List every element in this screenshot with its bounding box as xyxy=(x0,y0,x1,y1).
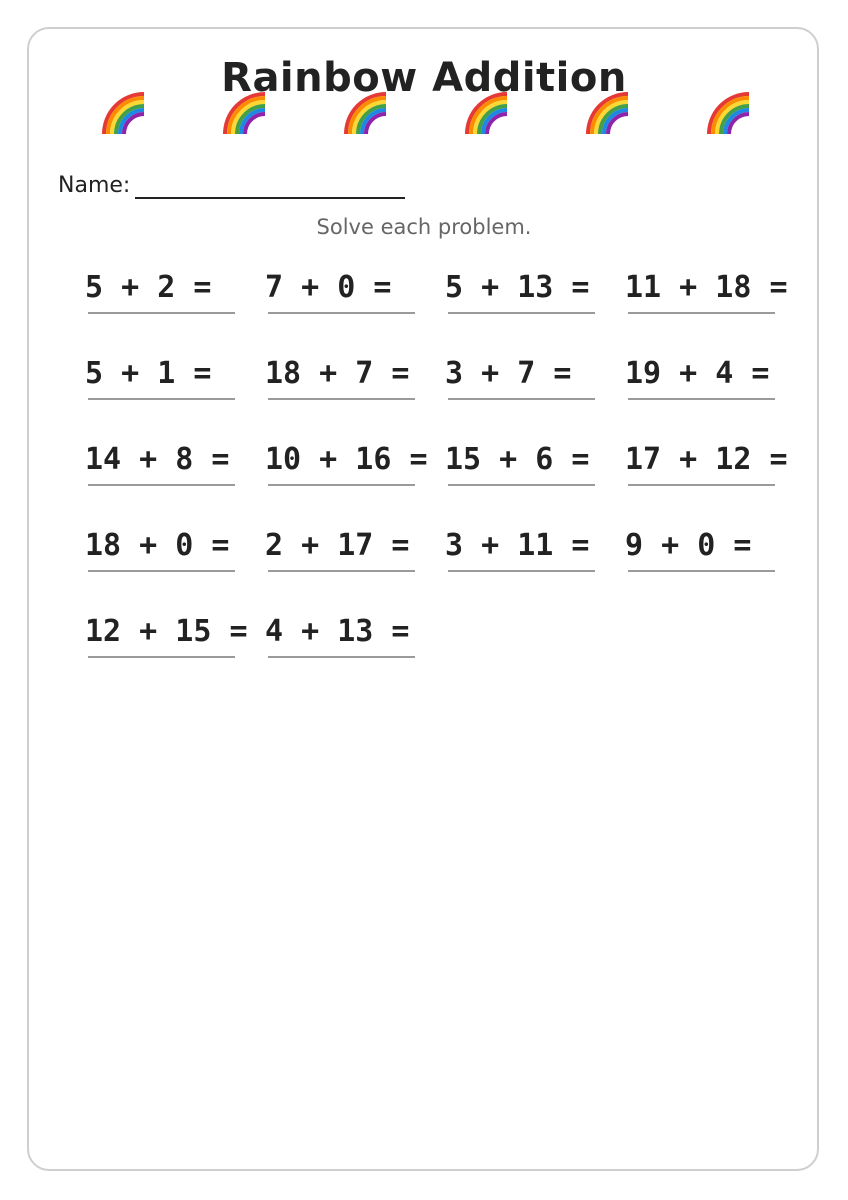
answer-line[interactable] xyxy=(88,398,235,400)
problem-expression: 3 + 11 = xyxy=(445,528,590,563)
answer-line[interactable] xyxy=(268,398,415,400)
problem-expression: 19 + 4 = xyxy=(625,356,770,391)
problem-item xyxy=(265,356,448,416)
answer-line[interactable] xyxy=(448,312,595,314)
problem-item xyxy=(85,614,268,674)
problem-expression: 9 + 0 = xyxy=(625,528,752,563)
problem-item xyxy=(265,614,448,674)
instructions: Solve each problem. xyxy=(316,215,532,239)
problem-expression: 18 + 7 = xyxy=(265,356,410,391)
answer-line[interactable] xyxy=(268,656,415,658)
answer-line[interactable] xyxy=(448,484,595,486)
problem-expression: 11 + 18 = xyxy=(625,270,788,305)
problem-expression: 5 + 13 = xyxy=(445,270,590,305)
problem-expression: 18 + 0 = xyxy=(85,528,230,563)
answer-line[interactable] xyxy=(268,484,415,486)
problem-item xyxy=(85,442,268,502)
problem-item xyxy=(625,442,808,502)
problem-item xyxy=(265,442,448,502)
problem-expression: 14 + 8 = xyxy=(85,442,230,477)
problem-expression: 3 + 7 = xyxy=(445,356,572,391)
problem-item xyxy=(625,270,808,330)
problem-item xyxy=(85,528,268,588)
worksheet-title: Rainbow Addition xyxy=(221,55,627,101)
answer-line[interactable] xyxy=(628,312,775,314)
answer-line[interactable] xyxy=(628,398,775,400)
answer-line[interactable] xyxy=(268,312,415,314)
problem-item xyxy=(445,356,628,416)
problem-expression: 2 + 17 = xyxy=(265,528,410,563)
problem-item xyxy=(625,528,808,588)
problem-expression: 7 + 0 = xyxy=(265,270,392,305)
answer-line[interactable] xyxy=(628,484,775,486)
answer-line[interactable] xyxy=(88,484,235,486)
answer-line[interactable] xyxy=(448,398,595,400)
problem-item xyxy=(625,356,808,416)
problem-item xyxy=(265,528,448,588)
answer-line[interactable] xyxy=(88,656,235,658)
problem-item xyxy=(85,356,268,416)
problem-item xyxy=(445,528,628,588)
answer-line[interactable] xyxy=(448,570,595,572)
answer-line[interactable] xyxy=(88,570,235,572)
name-label: Name: xyxy=(58,173,131,198)
problem-expression: 10 + 16 = xyxy=(265,442,428,477)
problem-item xyxy=(445,270,628,330)
problem-expression: 4 + 13 = xyxy=(265,614,410,649)
problem-item xyxy=(445,442,628,502)
problem-expression: 17 + 12 = xyxy=(625,442,788,477)
answer-line[interactable] xyxy=(268,570,415,572)
problem-expression: 12 + 15 = xyxy=(85,614,248,649)
answer-line[interactable] xyxy=(628,570,775,572)
answer-line[interactable] xyxy=(88,312,235,314)
problem-expression: 5 + 2 = xyxy=(85,270,212,305)
problem-expression: 5 + 1 = xyxy=(85,356,212,391)
problem-expression: 15 + 6 = xyxy=(445,442,590,477)
problem-item xyxy=(265,270,448,330)
problem-item xyxy=(85,270,268,330)
